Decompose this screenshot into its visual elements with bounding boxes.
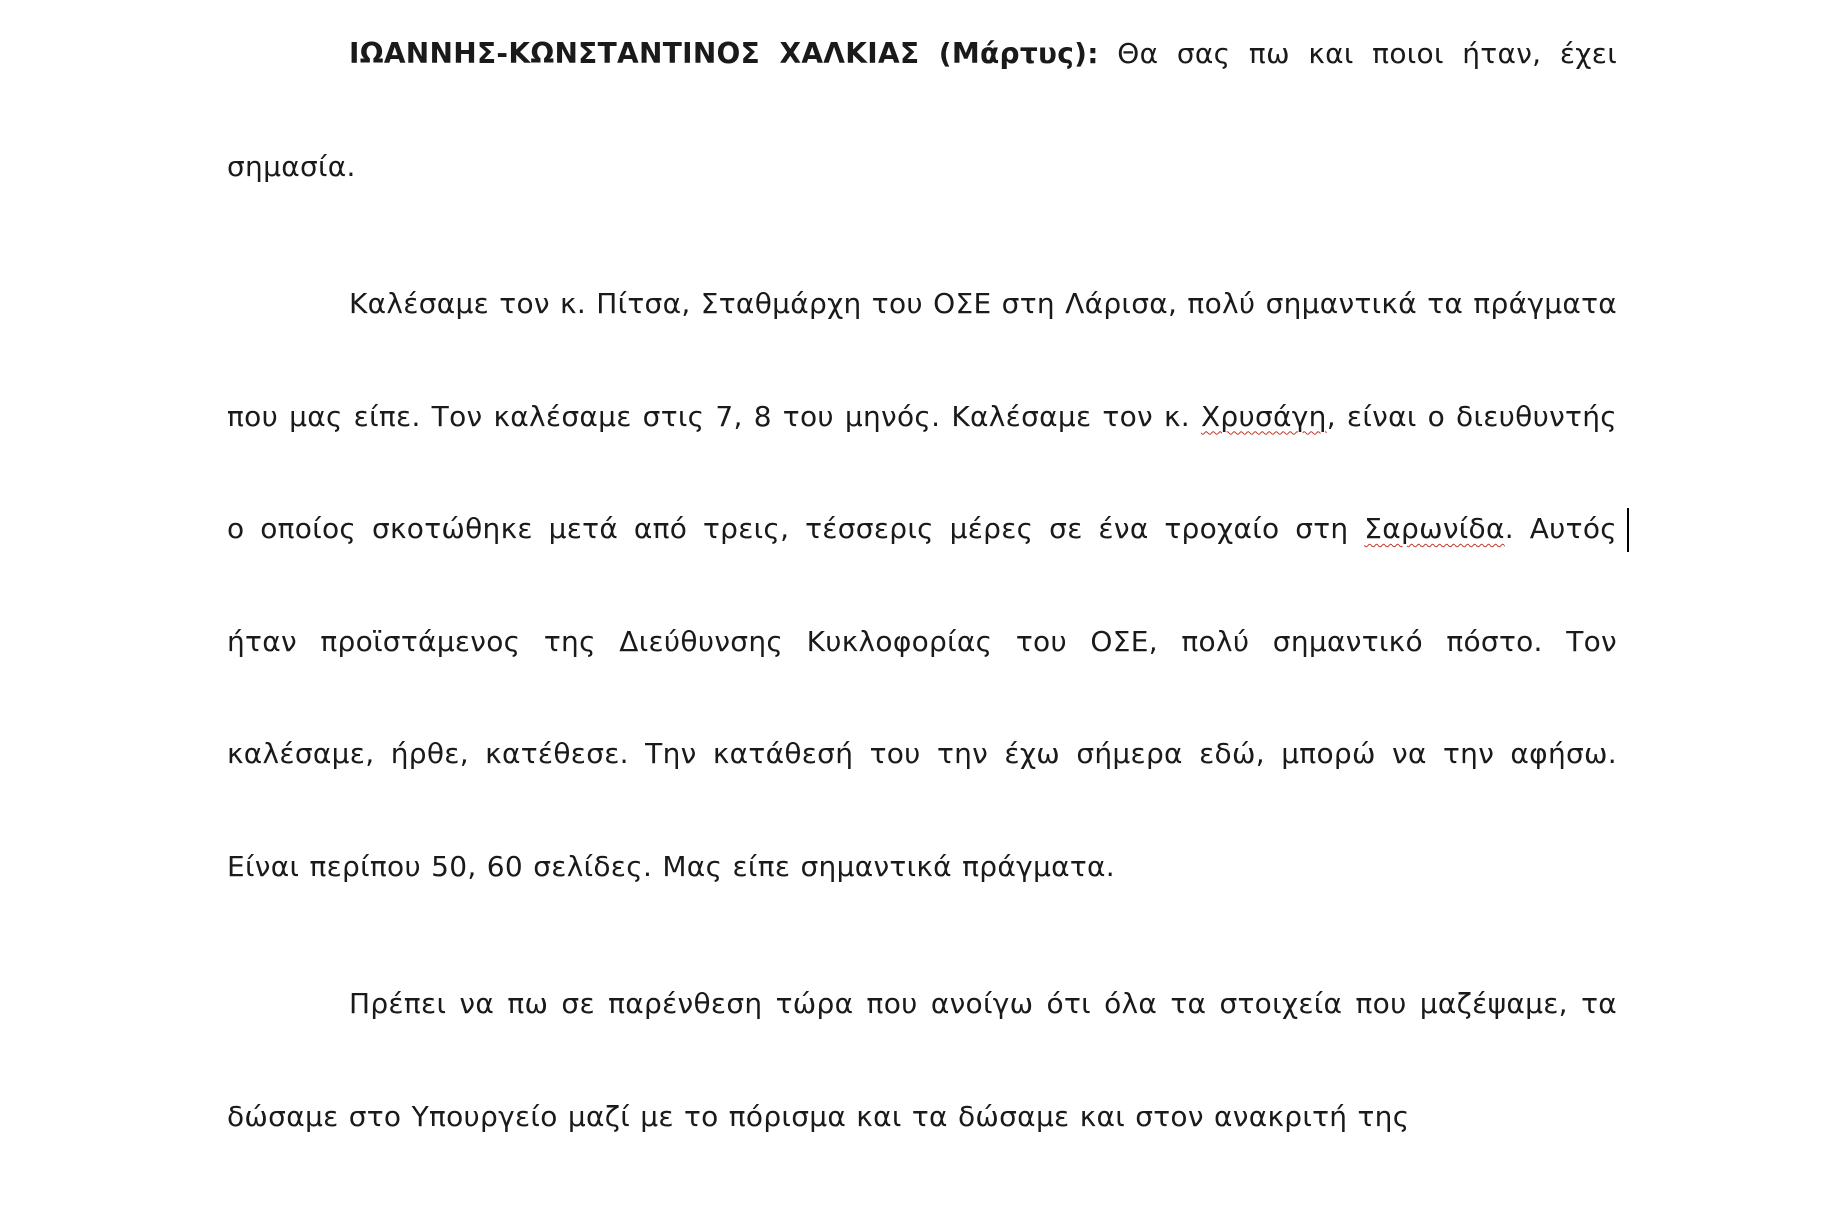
spellcheck-flagged-word[interactable]: Σαρωνίδα	[1364, 512, 1505, 545]
paragraph-2-text-b: , είναι ο διευθυντής ο οποίος σκοτώθηκε μετά από τρεις, τέσσερις μέρες σε ένα τροχαίο στη	[227, 399, 1617, 545]
paragraph-1-text: Θα σας πω και ποιοι ήταν, έχει σημασία.	[227, 37, 1617, 183]
paragraph-1[interactable]	[227, 0, 1617, 223]
paragraph-3[interactable]	[227, 948, 1617, 1173]
paragraph-3-text: Πρέπει να πω σε παρένθεση τώρα που ανοίγω ότι όλα τα στοιχεία που μαζέψαμε, τα δώσαμε στο Υπουργείο μαζί με το πόρισμα και τα δώσαμε και στον ανακριτή της	[227, 987, 1617, 1133]
paragraph-2-text-c: . Αυτός ήταν προϊστάμενος της Διεύθυνσης Κυκλοφορίας του ΟΣΕ, πολύ σημαντικό πόστο. Τον καλέσαμε, ήρθε, κατέθεσε. Την κατάθεσή του την έχω σήμερα εδώ, μπορώ να την αφήσω. Είναι περίπου 50, 60 σελίδες. Μας είπε σημαντικά πράγματα.	[227, 512, 1617, 883]
speaker-name: ΙΩΑΝΝΗΣ-ΚΩΝΣΤΑΝΤΙΝΟΣ ΧΑΛΚΙΑΣ (Μάρτυς):	[349, 37, 1099, 70]
text-cursor	[1627, 508, 1629, 552]
spellcheck-flagged-word[interactable]: Χρυσάγη	[1200, 399, 1327, 433]
paragraph-2-text-a: Καλέσαμε τον κ. Πίτσα, Σταθμάρχη του ΟΣΕ στη Λάρισα, πολύ σημαντικά τα πράγματα που μας είπε. Τον καλέσαμε στις 7, 8 του μηνός. Καλέσαμε τον κ.	[227, 287, 1617, 433]
paragraph-2[interactable]	[227, 248, 1617, 923]
